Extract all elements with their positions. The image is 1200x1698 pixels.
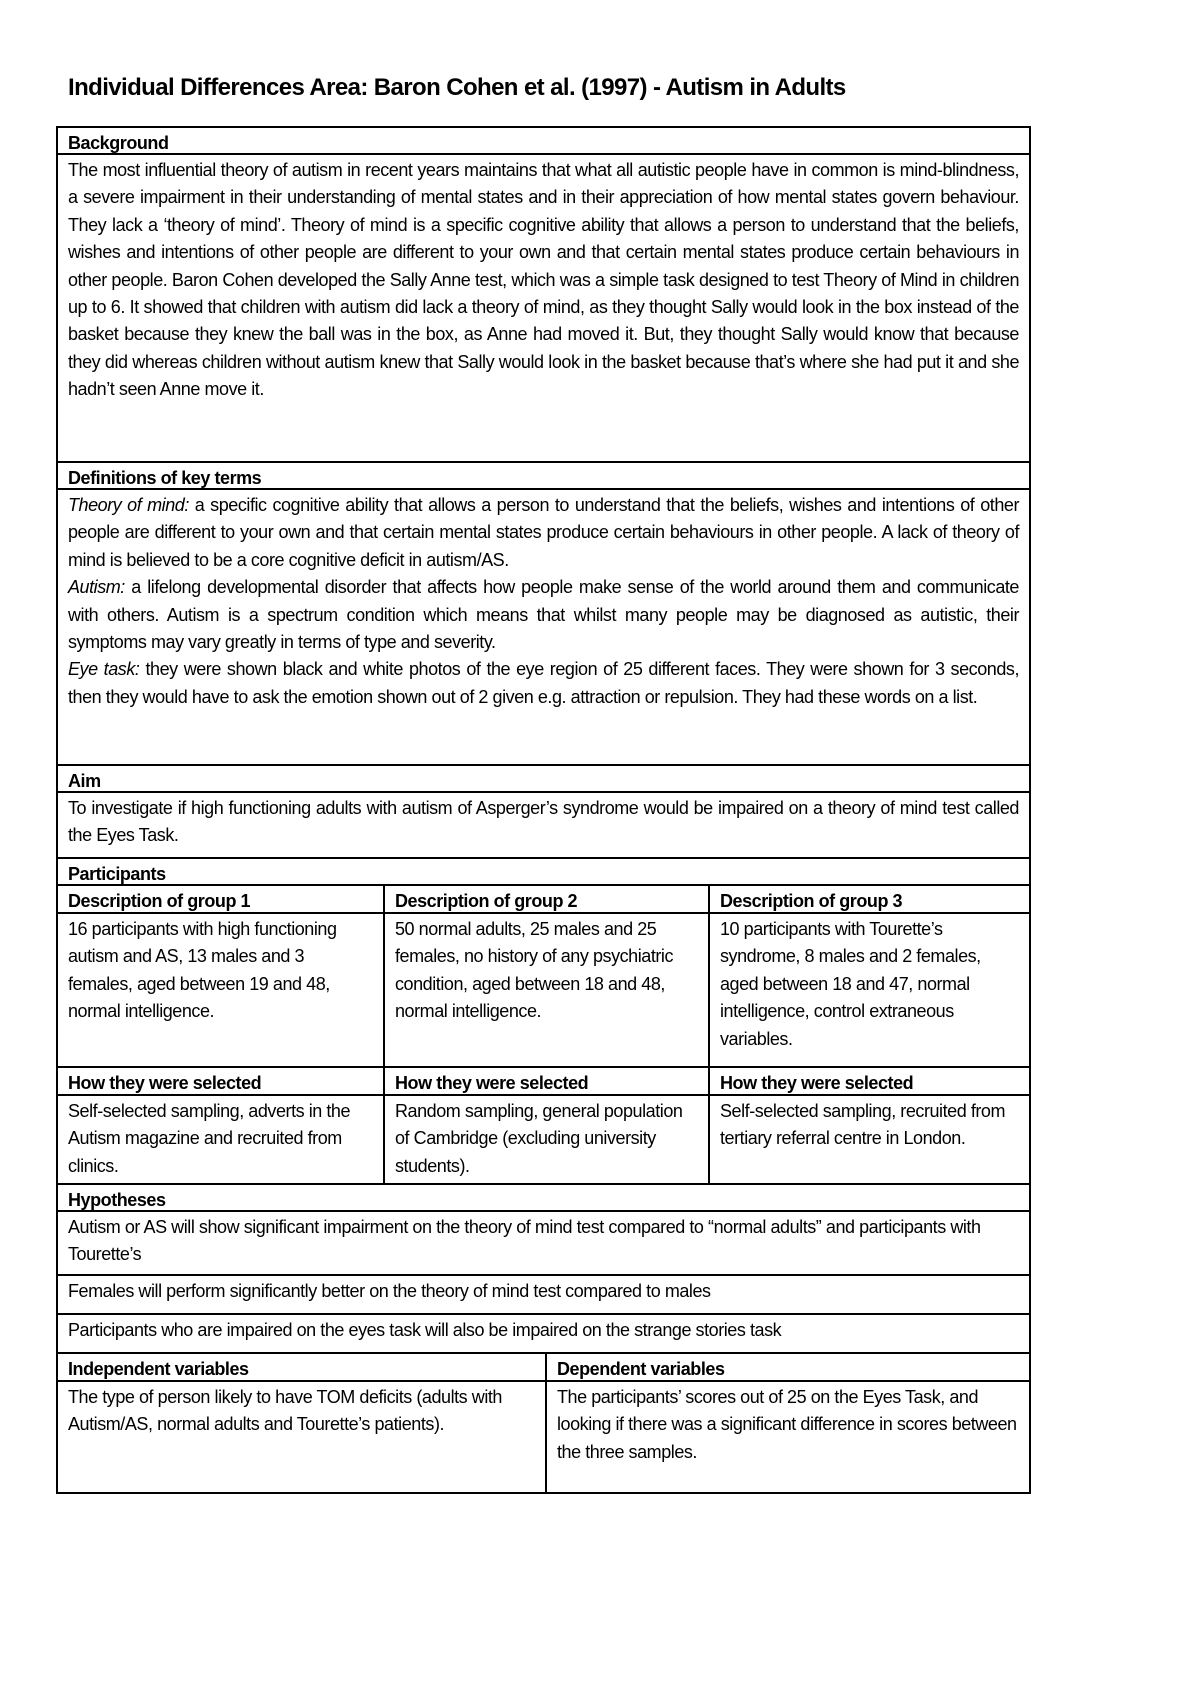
group-3-description: 10 participants with Tourette’s syndrome, 8 males and 2 females, aged between 18 and 47, normal intelligence, control extraneous variables. <box>708 914 1029 1066</box>
group-2-selection: Random sampling, general population of Cambridge (excluding university students). <box>383 1096 708 1183</box>
definition-term: Autism: <box>68 577 125 598</box>
group-3-selection: Self-selected sampling, recruited from tertiary referral centre in London. <box>708 1096 1029 1183</box>
iv-text: The type of person likely to have TOM deficits (adults with Autism/AS, normal adults and Tourette’s patients). <box>68 1387 502 1435</box>
hypothesis-2: Females will perform significantly better on the theory of mind test compared to males <box>68 1281 711 1301</box>
aim-heading: Aim <box>68 771 101 791</box>
group-2-description: 50 normal adults, 25 males and 25 females, no history of any psychiatric condition, aged between 18 and 48, normal intelligence. <box>383 914 708 1066</box>
definition-term: Eye task: <box>68 659 140 680</box>
participants-heading: Participants <box>68 864 166 884</box>
group-2-heading: Description of group 2 <box>383 886 708 912</box>
group-3-selected-heading: How they were selected <box>708 1068 1029 1094</box>
page-title: Individual Differences Area: Baron Cohen et al. (1997) - Autism in Adults <box>68 74 846 101</box>
definition-text: a lifelong developmental disorder that affects how people make sense of the world around them and communicate with others. Autism is a spectrum condition which means that whilst many people may be diagnosed as autistic, their symptoms may vary greatly in terms of type and severity. <box>68 577 1019 653</box>
iv-heading: Independent variables <box>68 1359 249 1379</box>
group-1-heading: Description of group 1 <box>68 891 251 911</box>
aim-text: To investigate if high functioning adults with autism of Asperger’s syndrome would be impaired on a theory of mind test called the Eyes Task. <box>68 798 1019 846</box>
definition-item <box>68 656 1019 711</box>
summary-table <box>56 126 1031 1494</box>
definition-item <box>68 492 1019 574</box>
background-text: The most influential theory of autism in recent years maintains that what all autistic people have in common is mind-blindness, a severe impairment in their understanding of mental states and in their appreciation of how mental states govern behaviour. They lack a ‘theory of mind’. Theory of mind is a specific cognitive ability that allows a person to understand that the beliefs, wishes and intentions of other people are different to your own and that certain mental states produce certain behaviours in other people. Baron Cohen developed the Sally Anne test, which was a simple task designed to test Theory of Mind in children up to 6. It showed that children with autism did lack a theory of mind, as they thought Sally would look in the box instead of the basket because they knew the ball was in the box, as Anne had moved it. But, they thought Sally would know that because they did whereas children without autism knew that Sally would look in the basket because that’s where she had put it and she hadn’t seen Anne move it. <box>68 160 1019 400</box>
hypotheses-heading: Hypotheses <box>68 1190 166 1210</box>
group-1-description: 16 participants with high functioning autism and AS, 13 males and 3 females, aged between 19 and 48, normal intelligence. <box>68 919 337 1022</box>
dv-text: The participants’ scores out of 25 on the Eyes Task, and looking if there was a significant difference in scores between the three samples. <box>545 1382 1029 1492</box>
definition-item <box>68 574 1019 656</box>
background-heading: Background <box>68 133 169 153</box>
group-1-selected-heading: How they were selected <box>68 1073 262 1093</box>
hypothesis-1: Autism or AS will show significant impairment on the theory of mind test compared to “normal adults” and participants with Tourette’s <box>68 1217 981 1265</box>
definition-text: they were shown black and white photos of the eye region of 25 different faces. They were shown for 3 seconds, then they would have to ask the emotion shown out of 2 given e.g. attraction or repulsion. They had these words on a list. <box>68 659 1020 707</box>
group-2-selected-heading: How they were selected <box>383 1068 708 1094</box>
hypothesis-3: Participants who are impaired on the eyes task will also be impaired on the strange stories task <box>68 1320 782 1340</box>
definition-text: a specific cognitive ability that allows a person to understand that the beliefs, wishes and intentions of other people are different to your own and that certain mental states produce certain behaviours in other people. A lack of theory of mind is believed to be a core cognitive deficit in autism/AS. <box>68 495 1019 570</box>
group-3-heading: Description of group 3 <box>708 886 1029 912</box>
definitions-text <box>58 490 1029 764</box>
group-1-selection: Self-selected sampling, adverts in the Autism magazine and recruited from clinics. <box>68 1101 351 1176</box>
definition-term: Theory of mind: <box>68 495 189 515</box>
dv-heading: Dependent variables <box>545 1354 1029 1380</box>
definitions-heading: Definitions of key terms <box>68 468 262 488</box>
